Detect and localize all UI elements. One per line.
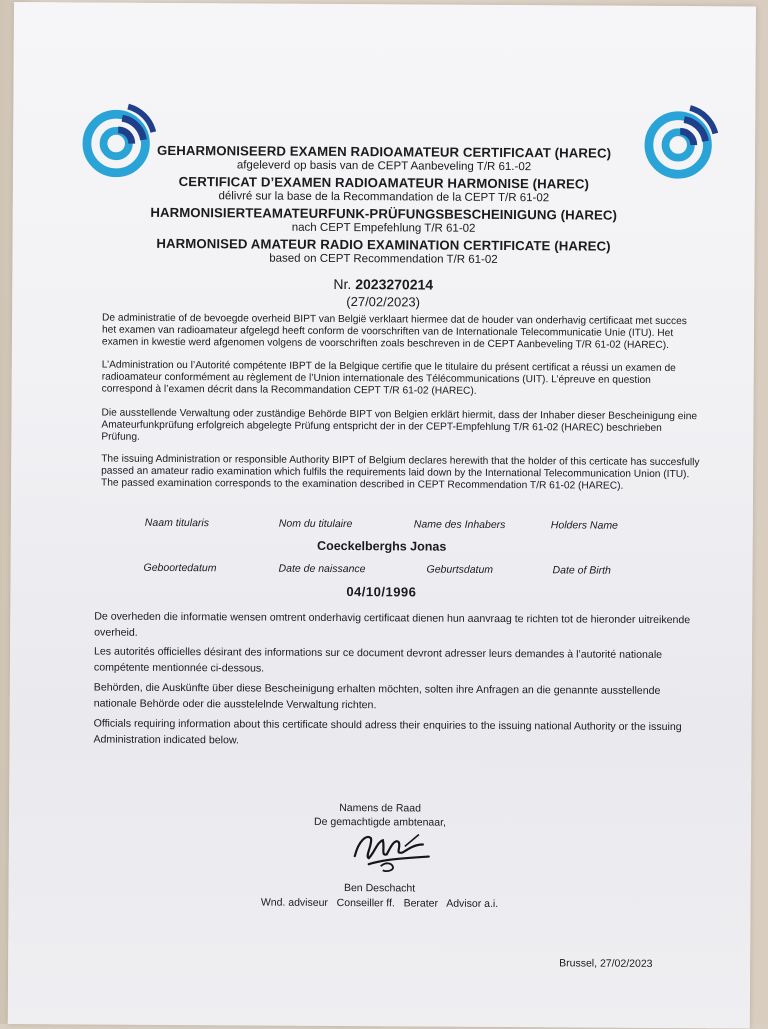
subtitle-de: nach CEPT Empefehlung T/R 61-02 [291,221,476,235]
title-fr: CERTIFICAT D’EXAMEN RADIOAMATEUR HARMONISE (HAREC) [178,174,590,192]
signer-roles: Wnd. adviseur Conseiller ff. Berater Advisor a.i. [260,896,499,910]
enquiry-de: Behörden, die Auskünfte über diese Bescheinigung erhalten möchten, solten ihre Anfragen an die genannte ausstellende nationale Behörde oder die ausstelelnde Verwaltung richten. [93,681,661,711]
statement-en: The issuing Administration or responsible Authority BIPT of Belgium declares herewith that the holder of this certicate has succesfully passed an amateur radio examination which fulfils the requirements laid down by the International Telecommunication Union (ITU). The passed examination corresponds to the examination described in CEPT Recommendation T/R 61-02 (HAREC). [101,453,700,493]
holder-name-label-nl: Naam titularis [144,516,210,530]
signer-name: Ben Deschacht [343,882,416,895]
handwritten-signature-icon [345,826,435,877]
title-nl: GEHARMONISEERD EXAMEN RADIOAMATEUR CERTIFICAAT (HAREC) [157,142,612,161]
certificate-date: (27/02/2023) [346,294,421,310]
dob-label-de: Geburtsdatum [426,563,494,576]
statement-nl: De administratie of de bevoegde overheid BIPT van België verklaart hiermee dat de houder van onderhavig certificaat met succes het examen van radioamateur afgelegd heeft conform de voorschriften van de Internationale Telecommunicatie Unie (ITU). Het examen in kwestie werd afgenomen volgens de voorschriften zoals beschreven in de CEPT Aanbeveling T/R 61-02 (HAREC). [101,312,687,352]
statement-fr: L’Administration ou l’Autorité compétente IBPT de la Belgique certifie que le titulaire du présent certificat a réussi un examen de radioamateur conformément au règlement de l’Union internationale des Télécommunications (UIT). L’épreuve en question correspond à l’examen décrit dans la Recommandation CEPT T/R 61-02 (HAREC). [101,359,676,398]
holder-name: Coeckelberghs Jonas [317,538,447,554]
subtitle-fr: délivré sur la base de la Recommandation de la CEPT T/R 61-02 [218,190,550,205]
holder-name-label-fr: Nom du titulaire [278,517,353,531]
date-of-birth: 04/10/1996 [346,584,417,600]
subtitle-nl: afgeleverd op basis van de CEPT Aanbeveling T/R 61.-02 [236,159,532,174]
signature-line1: Namens de Raad [339,802,421,815]
certificate-page [8,2,756,1029]
dob-label-nl: Geboortedatum [143,561,217,575]
enquiry-nl: De overheden die informatie wensen omtrent onderhavig certificaat dienen hun aanvraag te richten tot de hieronder uitreikende overheid. [94,610,691,639]
title-en: HARMONISED AMATEUR RADIO EXAMINATION CERTIFICATE (HAREC) [156,235,611,254]
title-de: HARMONISIERTEAMATEURFUNK-PRÜFUNGSBESCHEINIGUNG (HAREC) [150,204,618,223]
holder-name-label-de: Name des Inhabers [413,518,506,532]
place-and-date: Brussel, 27/02/2023 [559,957,653,970]
enquiry-fr: Les autorités officielles désirant des informations sur ce document devront adresser leurs demandes à l’autorité nationale compétente mentionnée ci-dessous. [93,645,663,675]
dob-label-en: Date of Birth [552,564,611,577]
certificate-number-value: 2023270214 [355,276,434,293]
signature-line2: De gemachtigde ambtenaar, [313,815,446,829]
subtitle-en: based on CEPT Recommendation T/R 61-02 [269,252,498,266]
certificate-number [12,274,754,295]
enquiry-en: Officials requiring information about this certificate should adress their enquiries to the issuing national Authority or the issuing Administration indicated below. [93,717,682,746]
certificate-number-prefix: Nr. [333,275,352,293]
statement-de: Die ausstellende Verwaltung oder zuständige Behörde BIPT von Belgien erklärt hiermit, dass der Inhaber dieser Bescheinigung eine Amateurfunkprüfung erfolgreich abgelegte Prüfung entspricht der in der CEPT-Empfehlung T/R 61-02 (HAREC) beschrieben Prüfung. [101,407,698,444]
dob-label-fr: Date de naissance [278,562,366,576]
holder-name-label-en: Holders Name [550,519,618,532]
